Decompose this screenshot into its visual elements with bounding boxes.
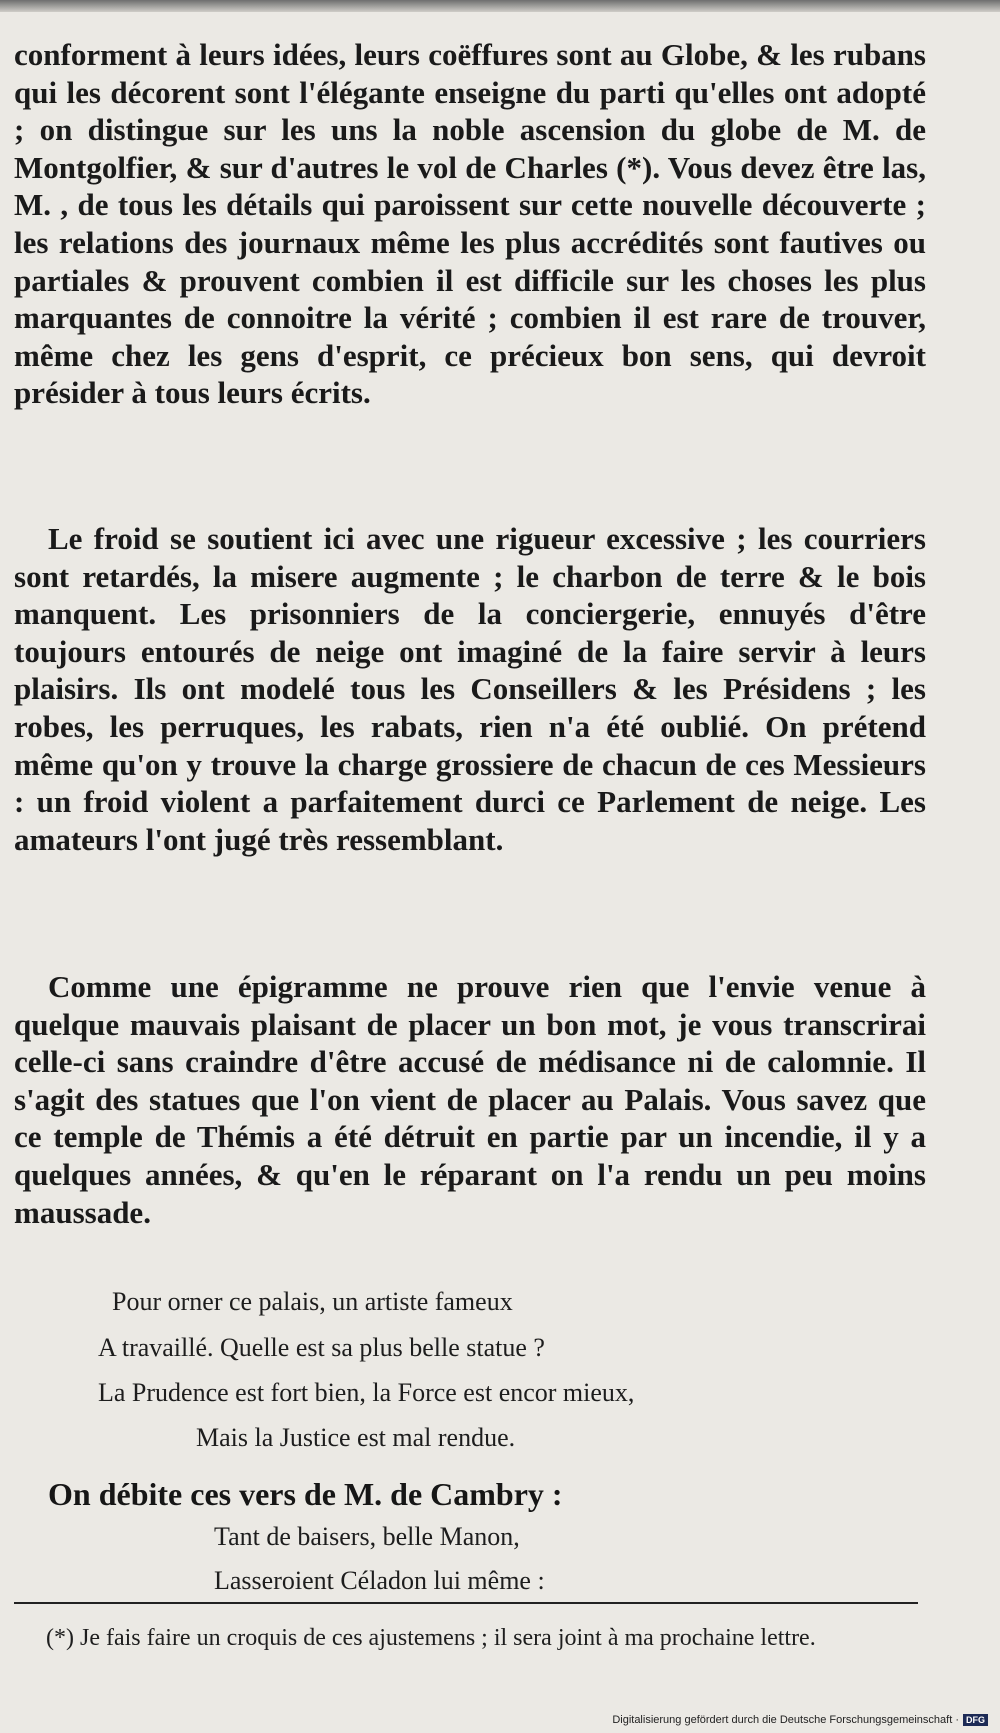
footnote-text: (*) Je fais faire un croquis de ces ajustemens ; il sera joint à ma prochaine lettre. bbox=[46, 1625, 816, 1651]
footnote-rule bbox=[14, 1602, 918, 1604]
verse-line-4: Mais la Justice est mal rendue. bbox=[196, 1423, 516, 1452]
paragraph-2: Le froid se soutient ici avec une rigueur excessive ; les courriers sont retardés, la misere augmente ; le charbon de terre & le bois manquent. Les prisonniers de la conciergerie, ennuyés d'être toujours entourés de neige ont imaginé de la faire servir à leurs plaisirs. Ils ont modelé tous les Conseillers & les Présidens ; les robes, les perruques, les rabats, rien n'a été oublié. On prétend même qu'on y trouve la charge grossiere de chacun de ces Messieurs : un froid violent a parfaitement durci ce Parlement de neige. Les amateurs l'ont jugé très ressemblant. bbox=[14, 521, 926, 857]
verse-line-1: Pour orner ce palais, un artiste fameux bbox=[112, 1287, 513, 1316]
footnote bbox=[8, 1620, 920, 1656]
dfg-logo: DFG bbox=[963, 1714, 988, 1726]
verse-line-5: Tant de baisers, belle Manon, bbox=[214, 1522, 520, 1551]
paragraph-3: Comme une épigramme ne prouve rien que l'envie venue à quelque mauvais plaisant de placer un bon mot, je vous transcrirai celle-ci sans craindre d'être accusé de médisance ni de calomnie. Il s'agit des statues que l'on vient de placer au Palais. Vous savez que ce temple de Thémis a été détruit en partie par un incendie, il y a quelques années, & qu'en le réparant on l'a rendu un peu moins maussade. bbox=[14, 969, 926, 1230]
credit-text: Digitalisierung gefördert durch die Deutsche Forschungsgemeinschaft · bbox=[612, 1714, 959, 1726]
verse-line-3: La Prudence est fort bien, la Force est encor mieux, bbox=[98, 1378, 635, 1407]
paragraph-1: conforment à leurs idées, leurs coëffures sont au Globe, & les rubans qui les décorent sont l'élégante enseigne du parti qu'elles ont adopté ; on distingue sur les uns la noble ascension du globe de M. de Montgolfier, & sur d'autres le vol de Charles (*). Vous devez être las, M. , de tous les détails qui paroissent sur cette nouvelle découverte ; les relations des journaux même les plus accrédités sont fautives ou partiales & prouvent combien il est difficile sur les choses les plus marquantes de connoitre la vérité ; combien il est rare de trouver, même chez les gens d'esprit, ce précieux bon sens, qui devroit présider à tous leurs écrits. bbox=[14, 37, 926, 411]
verse-line-6: Lasseroient Céladon lui même : bbox=[214, 1566, 545, 1595]
scan-top-edge bbox=[0, 0, 1000, 12]
digitization-credit bbox=[612, 1714, 988, 1726]
verse-line-2: A travaillé. Quelle est sa plus belle statue ? bbox=[98, 1333, 545, 1362]
paragraph-4: On débite ces vers de M. de Cambry : bbox=[48, 1476, 563, 1512]
